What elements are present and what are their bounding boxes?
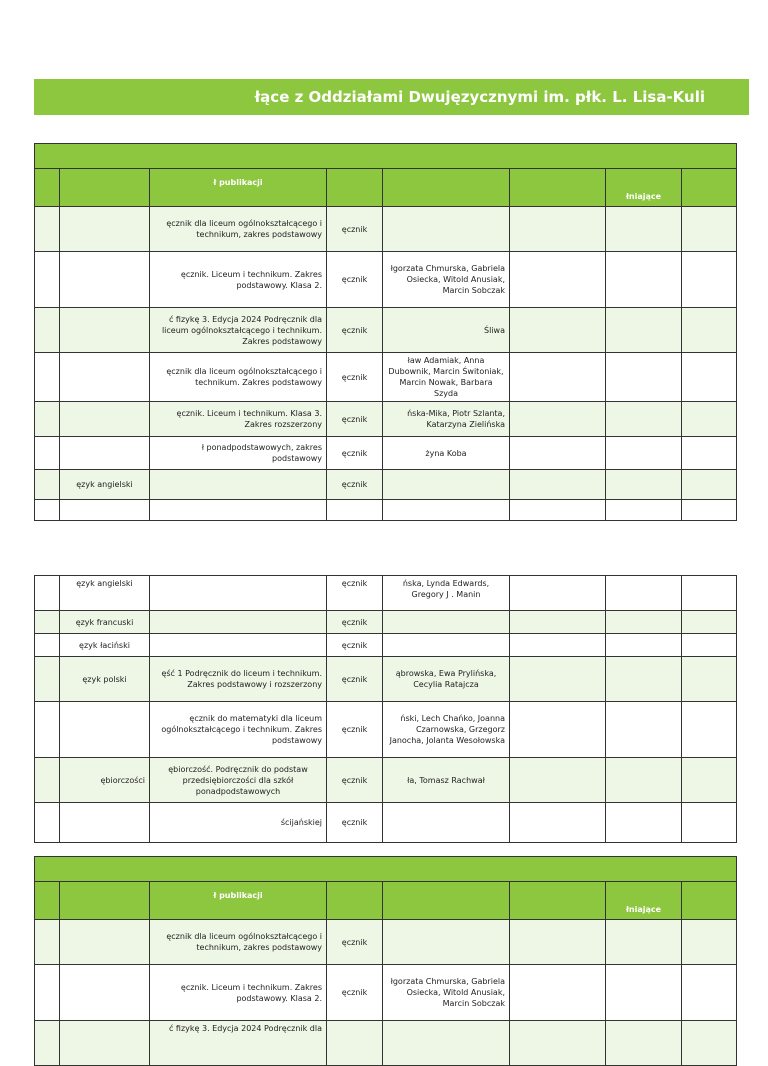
table-row: ęzyk łaciński ęcznik (35, 634, 737, 657)
page-banner (34, 79, 749, 115)
table-row: ęzyk francuski ęcznik (35, 611, 737, 634)
table-row: ęcznik dla liceum ogólnokształcącego i technikum, zakres podstawowy ęcznik (35, 207, 737, 252)
table-row: ęzyk angielski ęcznik (35, 470, 737, 500)
textbook-table-3 (34, 856, 737, 1066)
header-supplementary: łniające (606, 169, 682, 207)
table-row: ęcznik. Liceum i technikum. Zakres podstawowy. Klasa 2. ęcznik łgorzata Chmurska, Gabriela Osiecka, Witold Anusiak, Marcin Sobczak (35, 252, 737, 308)
table-row: ęcznik. Liceum i technikum. Klasa 3. Zakres rozszerzony ęcznik ńska-Mika, Piotr Szlanta, Katarzyna Zielińska (35, 402, 737, 437)
table-header-row (35, 882, 737, 920)
table-row: ć fizykę 3. Edycja 2024 Podręcznik dla (35, 1021, 737, 1066)
table-header-row (35, 169, 737, 207)
table-row: ęzyk angielski ęcznik ńska, Lynda Edwards, Gregory J . Manin (35, 576, 737, 611)
table-row: ęcznik do matematyki dla liceum ogólnokształcącego i technikum. Zakres podstawowy ęcznik ński, Lech Chańko, Joanna Czarnowska, Grzegorz Janocha, Jolanta Wesołowska (35, 702, 737, 758)
table-row (35, 500, 737, 521)
table-row: ł ponadpodstawowych, zakres podstawowy ęcznik żyna Koba (35, 437, 737, 470)
table-row: ć fizykę 3. Edycja 2024 Podręcznik dla liceum ogólnokształcącego i technikum. Zakres podstawowy ęcznik Śliwa (35, 308, 737, 353)
banner-title: łące z Oddziałami Dwujęzycznymi im. płk. L. Lisa-Kuli (254, 88, 705, 106)
table-row: ęcznik dla liceum ogólnokształcącego i technikum. Zakres podstawowy ęcznik ław Adamiak, Anna Dubownik, Marcin Świtoniak, Marcin Nowak, Barbara Szyda (35, 353, 737, 402)
table-row: ębiorczości ębiorczość. Podręcznik do podstaw przedsiębiorczości dla szkół ponadpodstawowych ęcznik ła, Tomasz Rachwał (35, 758, 737, 803)
textbook-table-2 (34, 575, 737, 843)
table-title-row (35, 857, 737, 882)
table-row: ęzyk polski ęść 1 Podręcznik do liceum i technikum. Zakres podstawowy i rozszerzony ęcznik ąbrowska, Ewa Prylińska, Cecylia Ratajcza (35, 657, 737, 702)
header-publication: ł publikacji (150, 169, 327, 207)
table-row: ęcznik. Liceum i technikum. Zakres podstawowy. Klasa 2. ęcznik łgorzata Chmurska, Gabriela Osiecka, Witold Anusiak, Marcin Sobczak (35, 965, 737, 1021)
header-publication: ł publikacji (150, 882, 327, 920)
table-title-row (35, 144, 737, 169)
textbook-table-1 (34, 143, 737, 521)
table-row: ęcznik dla liceum ogólnokształcącego i technikum, zakres podstawowy ęcznik (35, 920, 737, 965)
header-supplementary: łniające (606, 882, 682, 920)
table-row: ścijańskiej ęcznik (35, 803, 737, 843)
